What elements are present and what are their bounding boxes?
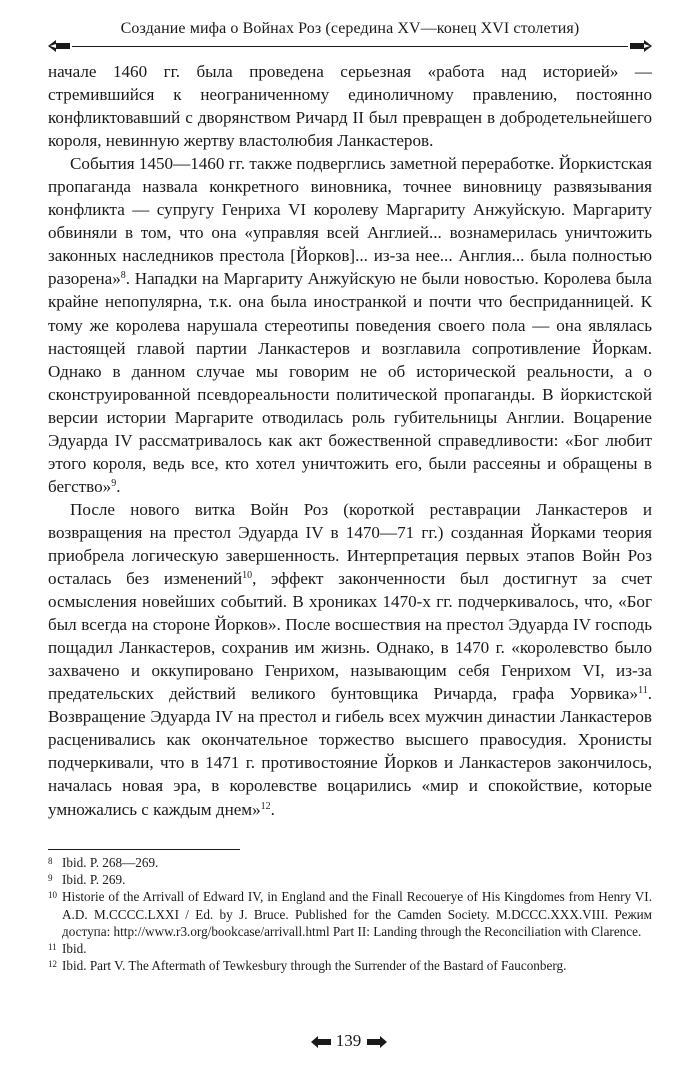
footnote-text: Ibid.: [62, 941, 87, 957]
footnote-item: [48, 871, 652, 888]
footnote-ref-10[interactable]: 10: [242, 570, 253, 582]
footnote-text: Ibid. P. 268—269.: [62, 855, 159, 870]
paragraph-1: [48, 60, 652, 152]
hand-pointer-left-ornament-icon: [46, 36, 72, 56]
footnote-item: [48, 888, 652, 940]
paragraph-2-text-a: События 1450—1460 гг. также подверглись заметной переработке. Йоркистская пропаганда назвала конкретного виновника, точнее виновницу развязывания конфликта — супругу Генриха VI королеву Маргариту Анжуйскую. Маргариту обвиняли в том, что она «управляя всей Англией... вознамерилась уничтожить законных наследников престола [Йорков]... из-за нее... Англия... была полностью разорена»: [48, 154, 652, 289]
main-text: [48, 60, 652, 821]
footnote-ref-8[interactable]: 8: [120, 270, 126, 282]
footnote-number: 12: [48, 959, 57, 970]
footnote-item: [48, 957, 652, 974]
paragraph-3-end: .: [270, 799, 275, 819]
running-header: [44, 14, 656, 54]
paragraph-3: [48, 498, 652, 821]
paragraph-3-text-a: После нового витка Войн Роз (короткой реставрации Ланкастеров и возвращения на престол Эдуарда IV в 1470—71 гг.) созданная Йорками теория приобрела логическую завершенность. Интерпретация первых этапов Войн Роз осталась без изменений: [48, 499, 652, 589]
paragraph-2-text-b: . Нападки на Маргариту Анжуйскую не были новостью. Королева была крайне непопулярна, т.к. она была иностранкой и почти что бесприданницей. К тому же королева нарушала стереотипы поведения своего пола — она являлась настоящей главой партии Ланкастеров и возглавила сопротивление Йоркам. Однако в данном случае мы говорим не об исторической реальности, а о сконструированной псевдореальности политической пропаганды. В йоркистской версии истории Маргарите отводилась роль губительницы Англии. Воцарение Эдуарда IV рассматривалось как акт божественной справедливости: «Бог любит этого короля, ведь все, кто хотел уничтожить его, были рассеяны и обращены в бегство»: [48, 269, 652, 496]
footnote-item: [48, 854, 652, 871]
paragraph-2-end: .: [116, 476, 121, 496]
hand-pointer-right-ornament-icon: [628, 36, 654, 56]
paragraph-1-text: начале 1460 гг. была проведена серьезная «работа над историей» — стремившийся к неограниченному единоличному правлению, постоянно конфликтовавший с дворянством Ричард II был превращен в добродетельнейшего короля, невинную жертву властолюбия Ланкастеров.: [48, 62, 652, 151]
footnote-item: [48, 940, 652, 957]
footnote-ref-9[interactable]: 9: [111, 477, 117, 489]
footnote-ref-12[interactable]: 12: [260, 800, 271, 812]
running-header-title: Создание мифа о Войнах Роз (середина XV—конец XVI столетия): [120, 20, 580, 37]
paragraph-2: [48, 152, 652, 498]
page-number: 139: [335, 1031, 362, 1050]
page-number-block: [0, 1031, 697, 1051]
hand-pointer-ornament-right-icon: [366, 1034, 388, 1050]
header-rule: [72, 46, 628, 47]
footnote-text: Historie of the Arrivall of Edward IV, in England and the Finall Recouerye of His Kingdomes from Henry VI. A.D. M.CCCC.LXXI / Ed. by J. Bruce. Published for the Camden Society. M.DCCC.XXX.VIII. Режим доступа: http://www.r3.org/bookcase/arrivall.html Part II: Landing through the Reconciliation with Clarence.: [62, 889, 652, 939]
footnote-ref-11[interactable]: 11: [638, 685, 648, 697]
paragraph-3-text-b: , эффект законченности был достигнут за счет осмысления новейших событий. В хрониках 1470-х гг. подчеркивалось, что, «Бог был всегда на стороне Йорков». После восшествия на престол Эдуарда IV господь пощадил Ланкастеров, сохранив им жизнь. Однако, в 1470 г. «королевство было захвачено и оккупировано Генрихом, называющим себя Генрихом VI, из-за предательских действий великого бунтовщика Ричарда, графа Уорвика»: [48, 569, 652, 704]
footnote-text: Ibid. P. 269.: [62, 872, 126, 888]
footnote-text: Ibid. Part V. The Aftermath of Tewkesbury through the Surrender of the Bastard of Fauconberg.: [62, 958, 567, 974]
paragraph-3-text-c: . Возвращение Эдуарда IV на престол и гибель всех мужчин династии Ланкастеров расценивались как окончательное торжество высшего правосудия. Хронисты подчеркивали, что в 1471 г. противостояние Йорков и Ланкастеров закончилось, началась новая эра, в королевстве воцарились «мир и спокойствие, которые умножались с каждым днем»: [48, 684, 652, 819]
footnote-number: 9: [48, 873, 53, 884]
footnote-separator: [48, 849, 240, 850]
footnote-number: 8: [48, 856, 53, 866]
footnote-number: 11: [48, 942, 57, 953]
footnote-number: 10: [48, 890, 57, 901]
hand-pointer-ornament-left-icon: [310, 1034, 332, 1050]
footnotes: [48, 854, 652, 974]
